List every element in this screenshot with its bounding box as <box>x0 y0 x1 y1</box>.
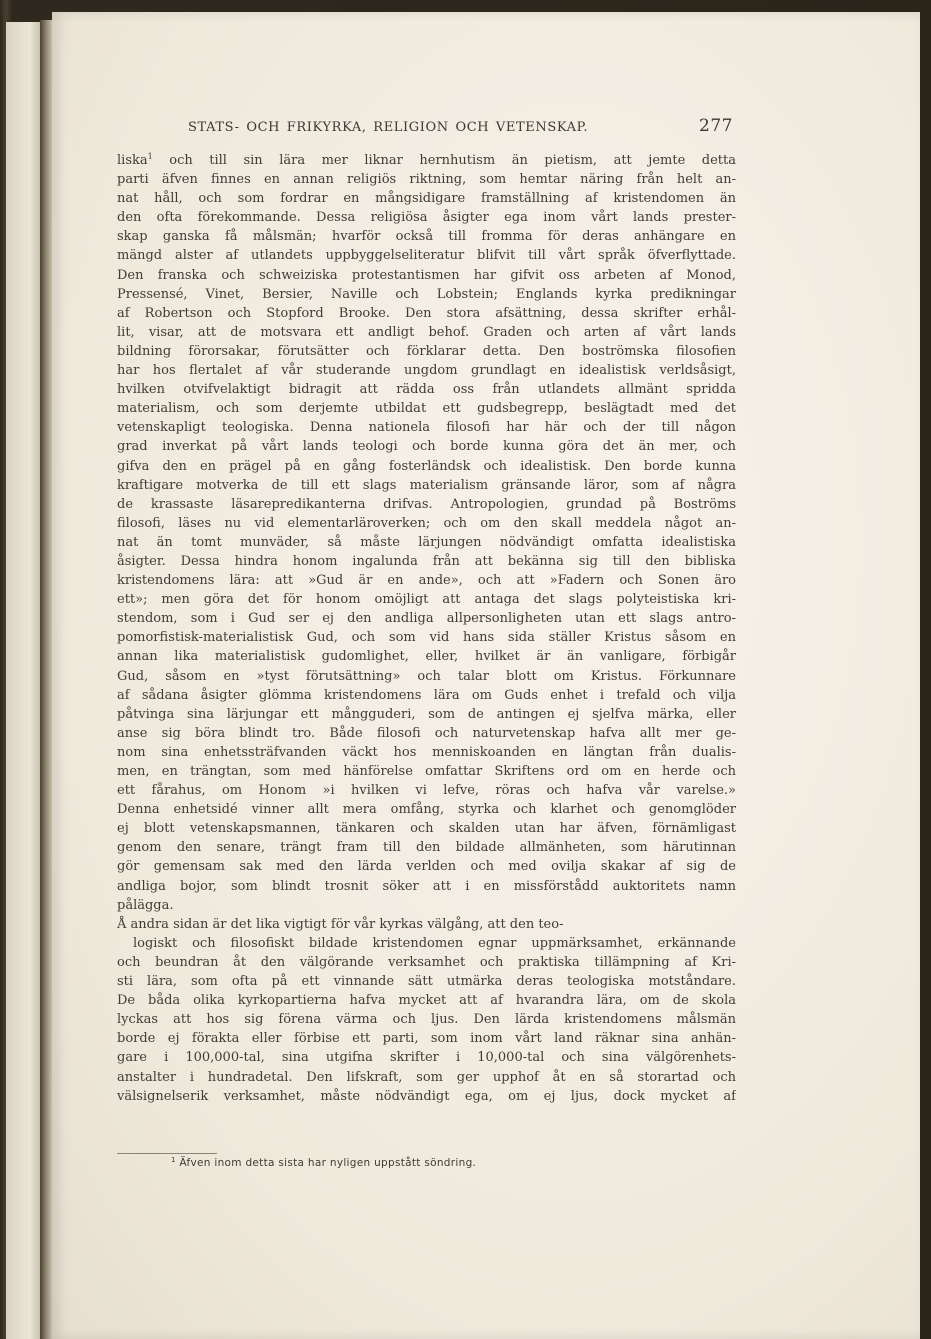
running-head: STATS- OCH FRIKYRKA, RELIGION OCH VETENSKAP. <box>188 120 589 135</box>
page-number: 277 <box>699 116 733 136</box>
text-line: ett»; men göra det för honom omöjligt att antaga det slags polyteistiska kri- <box>117 592 736 608</box>
text-line: lit, visar, att de motsvara ett andligt behof. Graden och arten af vårt lands <box>117 324 736 340</box>
text-line <box>117 1106 736 1125</box>
text-line: stendom, som i Gud ser ej den andliga allpersonligheten utan ett slags antro- <box>117 611 736 627</box>
page-header <box>188 116 733 138</box>
text-line: anstalter i hundradetal. Den lifskraft, som ger upphof åt en så storartad och <box>117 1069 736 1085</box>
body-text <box>117 151 736 1125</box>
text-line: bildning förorsakar, förutsätter och förklarar detta. Den boströmska filosofien <box>117 343 736 359</box>
text-line: kristendomens lära: att »Gud är en ande», och att »Fadern och Sonen äro <box>117 573 736 589</box>
previous-page-edge <box>6 22 42 1339</box>
text-line: Gud, såsom en »tyst förutsättning» och talar blott om Kristus. Förkunnare <box>117 668 736 684</box>
text-line: ej blott vetenskapsmannen, tänkaren och skalden utan har äfven, förnämligast <box>117 821 736 837</box>
footnote-rule <box>117 1153 217 1154</box>
text-line: annan lika materialistisk gudomlighet, eller, hvilket är än vanligare, förbigår <box>117 649 736 665</box>
text-line: af sådana åsigter glömma kristendomens lära om Guds enhet i trefald och vilja <box>117 687 736 703</box>
text-line: kraftigare motverka de till ett slags materialism gränsande läror, som af några <box>117 477 736 493</box>
text-line: den ofta förekommande. Dessa religiösa åsigter ega inom vårt lands prester- <box>117 210 736 226</box>
text-line: Pressensé, Vinet, Bersier, Naville och Lobstein; Englands kyrka predikningar <box>117 286 736 302</box>
text-line: Denna enhetsidé vinner allt mera omfång, styrka och klarhet och genomglöder <box>117 802 736 818</box>
text-line: har hos flertalet af vår studerande ungdom grundlagt en idealistisk verldsåsigt, <box>117 363 736 379</box>
text-line: sti lära, som ofta på ett vinnande sätt utmärka deras teologiska motståndare. <box>117 974 736 990</box>
text-line: logiskt och filosofiskt bildade kristendomen egnar uppmärksamhet, erkännande <box>133 935 736 951</box>
text-line: andliga bojor, som blindt trosnit söker att i en missförstådd auktoritets namn <box>117 878 736 894</box>
text-line: borde ej förakta eller förbise ett parti, som inom vårt land räknar sina anhän- <box>117 1031 736 1047</box>
text-line: hvilken otvifvelaktigt bidragit att rädda oss från utlandets allmänt spridda <box>117 382 736 398</box>
text-line: skap ganska få målsmän; hvarför också till fromma för deras anhängare en <box>117 229 736 245</box>
text-line: gare i 100,000-tal, sina utgifna skrifter i 10,000-tal och sina välgörenhets- <box>117 1050 736 1066</box>
text-line: parti äfven finnes en annan religiös riktning, som hemtar näring från helt an- <box>117 172 736 188</box>
text-line: mängd alster af utlandets uppbyggelseliteratur blifvit till vårt språk öfverflyttade. <box>117 248 736 264</box>
text-line: påtvinga sina lärjungar ett mångguderi, som de antingen ej sjelfva märka, eller <box>117 706 736 722</box>
footnote-text: Äfven inom detta sista har nyligen uppstått söndring. <box>179 1157 477 1169</box>
text-line: åsigter. Dessa hindra honom ingalunda från att bekänna sig till den bibliska <box>117 553 736 569</box>
text-line: anse sig böra blindt tro. Både filosofi och naturvetenskap hafva allt mer ge- <box>117 725 736 741</box>
text-line: gifva den en prägel på en gång fosterländsk och idealistisk. Den borde kunna <box>117 458 736 474</box>
text-line: liska$^1$ och till sin lära mer liknar hernhutism än pietism, att jemte detta <box>117 152 736 168</box>
text-line: och beundran åt den välgörande verksamhet och praktiska tillämpning af Kri- <box>117 954 736 970</box>
text-line: grad inverkat på vårt lands teologi och borde kunna göra det än mer, och <box>117 439 736 455</box>
text-line: genom den senare, trängt fram till den bildade allmänheten, som härutinnan <box>117 840 736 856</box>
footnote-marker: 1 <box>171 1156 176 1164</box>
text-line: pomorfistisk-materialistisk Gud, och som vid hans sida ställer Kristus såsom en <box>117 630 736 646</box>
text-line: af Robertson och Stopford Brooke. Den stora afsättning, dessa skrifter erhål- <box>117 305 736 321</box>
text-line: nat håll, och som fordrar en mångsidigare framställning af kristendomen än <box>117 191 736 207</box>
text-line: Den franska och schweiziska protestantismen har gifvit oss arbeten af Monod, <box>117 267 736 283</box>
text-line: filosofi, läses nu vid elementarläroverken; och om den skall meddela något an- <box>117 515 736 531</box>
text-line: De båda olika kyrkopartierna hafva mycket att af hvarandra lära, om de skola <box>117 993 736 1009</box>
text-line: Å andra sidan är det lika vigtigt för vår kyrkas välgång, att den teo- <box>117 916 564 932</box>
text-line: ett fårahus, om Honom »i hvilken vi lefve, röras och hafva vår varelse.» <box>117 783 736 799</box>
text-line: de krassaste läsarepredikanterna drifvas. Antropologien, grundad på Boströms <box>117 496 736 512</box>
text-line: men, en trängtan, som med hänförelse omfattar Skriftens ord om en herde och <box>117 764 736 779</box>
text-line: vetenskapligt teologiska. Denna nationela filosofi har här och der till någon <box>117 420 736 436</box>
text-line: materialism, och som derjemte utbildat ett gudsbegrepp, beslägtadt med det <box>117 401 736 417</box>
text-line: nat än tomt munväder, så måste lärjungen nödvändigt omfatta idealistiska <box>117 534 736 550</box>
footnote <box>171 1157 691 1169</box>
text-line: nom sina enhetssträfvanden väckt hos menniskoanden en längtan från dualis- <box>117 744 736 760</box>
footnote-reference: 1 <box>147 152 153 161</box>
text-line: gör gemensam sak med den lärda verlden och med ovilja skakar af sig de <box>117 859 736 875</box>
text-line: lyckas att hos sig förena värma och ljus. Den lärda kristendomens målsmän <box>117 1012 736 1028</box>
text-line: pålägga. <box>117 897 174 913</box>
text-line: välsignelserik verksamhet, måste nödvändigt ega, om ej ljus, dock mycket af <box>117 1088 736 1104</box>
